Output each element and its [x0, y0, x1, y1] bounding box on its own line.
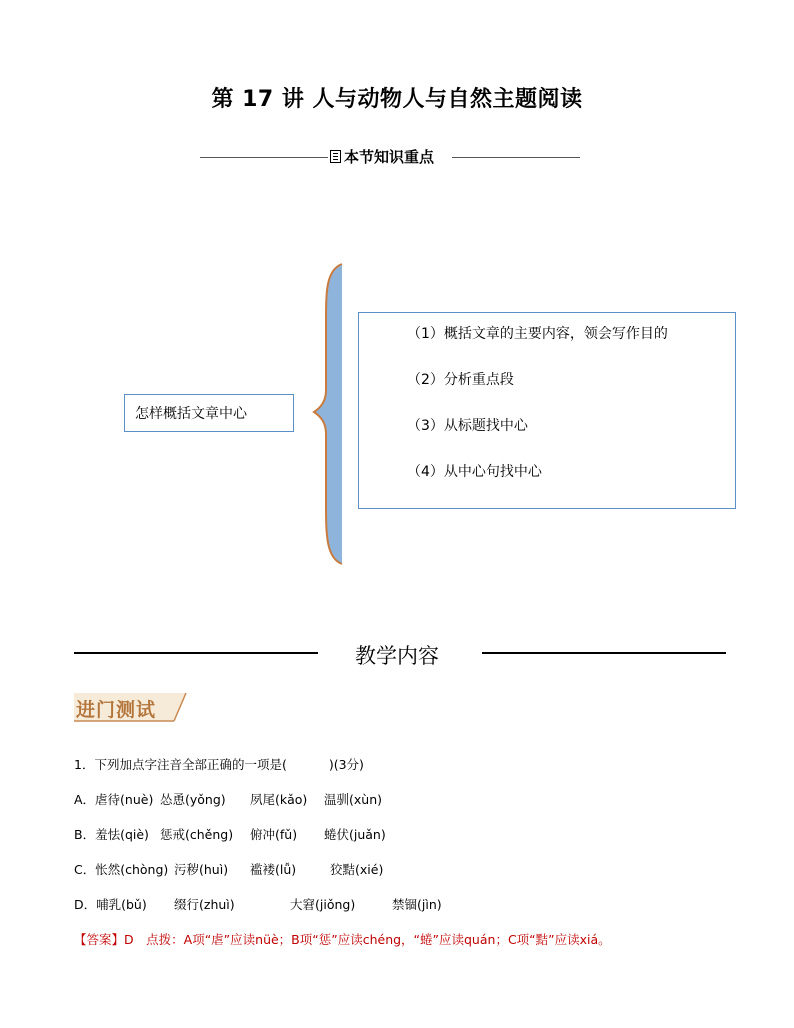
- option-c: [74, 860, 383, 878]
- mindmap-item: （1）概括文章的主要内容，领会写作目的: [407, 326, 668, 342]
- option-word: 怂恿(yǒng): [160, 792, 226, 807]
- option-word: 狡黠(xié): [330, 862, 384, 877]
- mindmap-item: （3）从标题找中心: [407, 418, 528, 434]
- option-word: 褴褛(lǚ): [250, 862, 297, 877]
- tag-label: 进门测试: [76, 699, 157, 721]
- option-b: [74, 825, 386, 843]
- option-word: C．怅然(chòng): [74, 862, 169, 877]
- option-word: A．虐待(nuè): [74, 792, 154, 807]
- option-word: D．哺乳(bǔ): [74, 897, 147, 912]
- option-word: 夙尾(kǎo): [250, 792, 308, 807]
- option-word: 污秽(huì): [174, 862, 229, 877]
- list-icon: [330, 150, 341, 163]
- answer-text: D 点拨：A项“虐”应读nüè；B项“惩”应读chéng，“蜷”应读quán；C项“黠”应读xiá。: [124, 932, 611, 947]
- curly-brace: [306, 262, 348, 566]
- page-title: 第 17 讲 人与动物人与自然主题阅读: [211, 87, 583, 112]
- mindmap-center-box: [124, 394, 294, 432]
- knowledge-label: 本节知识重点: [344, 148, 435, 166]
- mindmap-items-box: [358, 312, 736, 509]
- option-word: 温驯(xùn): [324, 792, 382, 807]
- mindmap-item: （4）从中心句找中心: [407, 464, 542, 480]
- option-word: 俯冲(fǔ): [250, 827, 298, 842]
- question-stem-end: )(3分): [328, 757, 364, 772]
- option-word: 缀行(zhuì): [174, 897, 235, 912]
- option-a: [74, 790, 382, 808]
- question-stem: [74, 755, 364, 773]
- question-stem-start: 1．下列加点字注音全部正确的一项是(: [74, 757, 287, 772]
- answer-line: [74, 930, 611, 948]
- kp-divider-left: [200, 157, 328, 158]
- option-word: 蜷伏(juǎn): [324, 827, 386, 842]
- entry-test-tag: [74, 693, 178, 721]
- answer-label: 【答案】: [74, 932, 125, 947]
- mindmap-center-label: 怎样概括文章中心: [135, 406, 247, 422]
- knowledge-header: [330, 146, 434, 167]
- section-title: 教学内容: [355, 644, 439, 668]
- option-d: [74, 895, 442, 913]
- option-word: 禁锢(jìn): [392, 897, 442, 912]
- option-word: 惩戒(chěng): [160, 827, 234, 842]
- option-word: 大窘(jiǒng): [290, 897, 356, 912]
- option-word: B．羞怯(qiè): [74, 827, 149, 842]
- kp-divider-right: [452, 157, 580, 158]
- mindmap-item: （2）分析重点段: [407, 372, 514, 388]
